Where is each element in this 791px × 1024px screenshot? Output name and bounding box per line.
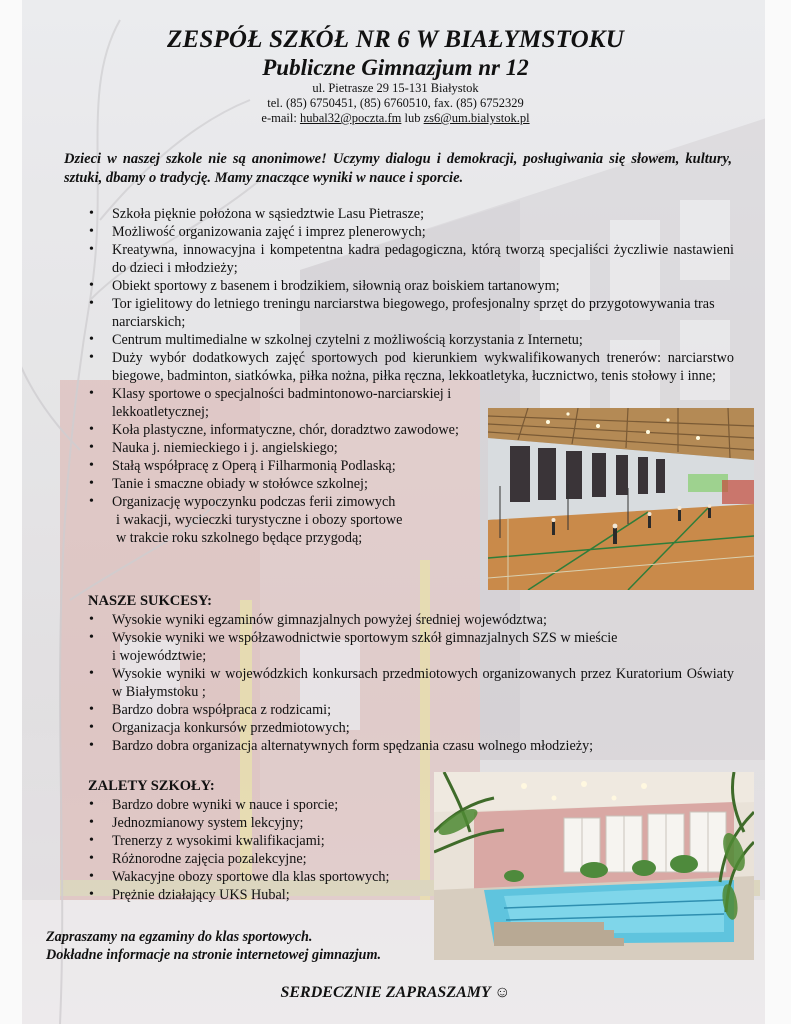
- swimming-pool-photo: [434, 772, 754, 960]
- list-item: • Szkoła pięknie położona w sąsiedztwie Lasu Pietrasze;: [86, 205, 734, 223]
- closing-note: [46, 928, 446, 964]
- list-item: • Bardzo dobra współpraca z rodzicami;: [86, 701, 734, 719]
- advantages-list: [86, 796, 426, 904]
- school-name: ZESPÓŁ SZKÓŁ NR 6 W BIAŁYMSTOKU: [167, 26, 624, 53]
- email-prefix: e-mail:: [261, 111, 300, 125]
- email-link-zs6[interactable]: zs6@um.bialystok.pl: [423, 111, 530, 125]
- address: ul. Pietrasze 29 15-131 Białystok: [312, 81, 479, 95]
- email-line: [0, 111, 791, 126]
- list-item: • Prężnie działający UKS Hubal;: [86, 886, 426, 904]
- list-item: • Koła plastyczne, informatyczne, chór, doradztwo zawodowe;: [86, 421, 490, 439]
- list-item: • Nauka j. niemieckiego i j. angielskiego;: [86, 439, 488, 457]
- list-item: • Jednozmianowy system lekcyjny;: [86, 814, 426, 832]
- list-item: • Centrum multimedialne w szkolnej czytelni z możliwością korzystania z Internetu;: [86, 331, 734, 349]
- list-item: • Wysokie wyniki egzaminów gimnazjalnych powyżej średniej województwa;: [86, 611, 734, 629]
- list-item: • Bardzo dobre wyniki w nauce i sporcie;: [86, 796, 426, 814]
- intro-paragraph: Dzieci w naszej szkole nie są anonimowe! Uczymy dialogu i demokracji, posługiwania się słowem, kultury, sztuki, dbamy o tradycję. Mamy znaczące wyniki w nauce i sporcie.: [64, 151, 732, 186]
- list-item-line: Wysokie wyniki we współzawodnictwie sportowym szkół gimnazjalnych SZS w mieście: [112, 630, 618, 646]
- list-item: • Obiekt sportowy z basenem i brodzikiem, siłownią oraz boiskiem tartanowym;: [86, 277, 734, 295]
- email-link-hubal[interactable]: hubal32@poczta.fm: [299, 111, 402, 125]
- school-subtitle: Publiczne Gimnazjum nr 12: [262, 55, 529, 80]
- email-joiner: lub: [401, 111, 424, 125]
- list-item: • Organizacja konkursów przedmiotowych;: [86, 719, 734, 737]
- successes-title: NASZE SUKCESY:: [88, 593, 212, 609]
- closing-line-2: Dokładne informacje na stronie internetowej gimnazjum.: [46, 947, 382, 963]
- list-item: • Stałą współpracę z Operą i Filharmonią Podlaską;: [86, 457, 488, 475]
- sports-hall-photo: [488, 408, 754, 590]
- list-item: [86, 493, 488, 547]
- list-item: • Klasy sportowe o specjalności badmintonowo-narciarskiej i lekkoatletycznej;: [86, 385, 488, 421]
- advantages-title: ZALETY SZKOŁY:: [88, 778, 215, 794]
- footer-invitation: SERDECZNIE ZAPRASZAMY ☺: [280, 984, 511, 1001]
- list-item: • Różnorodne zajęcia pozalekcyjne;: [86, 850, 426, 868]
- letterhead: [0, 26, 791, 126]
- list-item-line: i wakacji, wycieczki turystyczne i obozy sportowe: [116, 512, 403, 528]
- successes-list: [86, 611, 734, 755]
- list-item: • Trenerzy z wysokimi kwalifikacjami;: [86, 832, 426, 850]
- list-item: • Wysokie wyniki w wojewódzkich konkursach przedmiotowych organizowanych przez Kuratorium Oświaty w Białymstoku ;: [86, 665, 734, 701]
- list-item-line: Organizację wypoczynku podczas ferii zimowych: [112, 494, 396, 510]
- right-page-margin: [765, 0, 791, 1024]
- phone-line: tel. (85) 6750451, (85) 6760510, fax. (85) 6752329: [267, 96, 524, 110]
- list-item: • Duży wybór dodatkowych zajęć sportowych pod kierunkiem wykwalifikowanych trenerów: narciarstwo biegowe, badminton, siatkówka, piłka nożna, piłka ręczna, lekkoatletyka, łucznictwo, tenis stołowy i inne;: [86, 349, 734, 385]
- list-item: • Tor igielitowy do letniego treningu narciarstwa biegowego, profesjonalny sprzęt do przygotowywania tras narciarskich;: [86, 295, 734, 331]
- list-item: • Kreatywna, innowacyjna i kompetentna kadra pedagogiczna, którą tworzą specjaliści życzliwie nastawieni do dzieci i młodzieży;: [86, 241, 734, 277]
- list-item-line: w trakcie roku szkolnego będące przygodą;: [116, 530, 363, 546]
- closing-line-1: Zapraszamy na egzaminy do klas sportowych.: [46, 929, 313, 945]
- list-item-line: i województwie;: [112, 648, 207, 664]
- left-page-margin: [0, 0, 22, 1024]
- list-item: • Bardzo dobra organizacja alternatywnych form spędzania czasu wolnego młodzieży;: [86, 737, 734, 755]
- list-item: • Wakacyjne obozy sportowe dla klas sportowych;: [86, 868, 426, 886]
- list-item: [86, 629, 734, 665]
- list-item: • Tanie i smaczne obiady w stołówce szkolnej;: [86, 475, 488, 493]
- list-item: • Możliwość organizowania zajęć i imprez plenerowych;: [86, 223, 734, 241]
